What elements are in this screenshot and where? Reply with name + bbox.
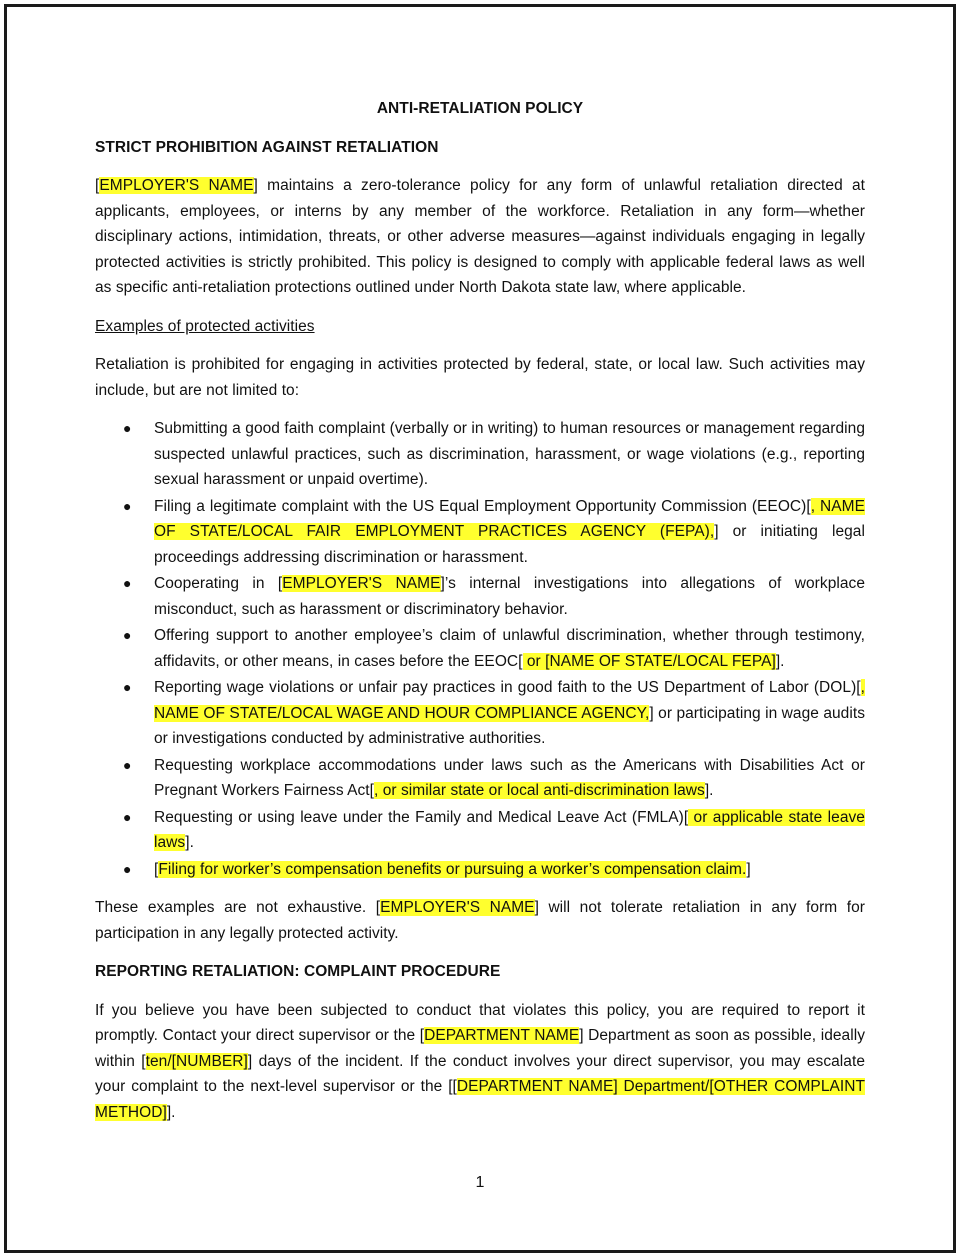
bullet-icon: ●	[123, 497, 132, 514]
reporting-paragraph	[95, 998, 865, 1126]
bullet-icon: ●	[123, 860, 132, 877]
fepa-placeholder: , NAME OF STATE/LOCAL FAIR EMPLOYMENT PRACTICES AGENCY (FEPA),	[154, 497, 865, 540]
list-item-text: ]	[746, 860, 751, 878]
list-item	[95, 416, 865, 493]
protected-activities-list	[95, 416, 865, 882]
employer-name-placeholder: EMPLOYER'S NAME	[380, 899, 535, 916]
employer-name-placeholder: EMPLOYER'S NAME	[99, 177, 254, 194]
list-item-text: ].	[185, 834, 194, 851]
list-item-text: ] or initiating legal proceedings addressing discrimination or harassment.	[154, 523, 865, 566]
workers-comp-placeholder: Filing for worker’s compensation benefits or pursuing a worker’s compensation claim.	[158, 860, 747, 878]
list-item	[95, 623, 865, 674]
reporting-text: If you believe you have been subjected to conduct that violates this policy, you are required to report it promptly. Contact your direct supervisor or the [	[95, 1001, 865, 1044]
closing-text: ] will not tolerate retaliation in any form for participation in any legally protected activity.	[95, 899, 865, 942]
list-item-text: Cooperating in [	[154, 575, 283, 592]
list-item-text: Requesting workplace accommodations under laws such as the Americans with Disabilities Act or Pregnant Workers Fairness Act[	[154, 756, 865, 799]
department-name-placeholder: DEPARTMENT NAME	[424, 1027, 580, 1044]
state-fepa-placeholder: or [NAME OF STATE/LOCAL FEPA]	[522, 652, 776, 670]
page-number: 1	[475, 1174, 485, 1191]
reporting-text: ] Department as soon as possible, ideally within [	[95, 1027, 865, 1070]
closing-paragraph	[95, 895, 865, 946]
list-item-text: Requesting or using leave under the Family and Medical Leave Act (FMLA)[	[154, 808, 689, 826]
bullet-icon: ●	[123, 575, 132, 591]
document-title: ANTI-RETALIATION POLICY	[376, 100, 584, 117]
wage-agency-placeholder: , NAME OF STATE/LOCAL WAGE AND HOUR COMPLIANCE AGENCY,	[154, 679, 865, 722]
examples-subheading: Examples of protected activities	[95, 317, 315, 335]
complaint-method-placeholder: DEPARTMENT NAME] Department/[OTHER COMPLAINT METHOD]	[95, 1078, 865, 1121]
list-item-text: Submitting a good faith complaint (verbally or in writing) to human resources or management regarding suspected unlawful practices, such as discrimination, harassment, or wage violations (e.g., reporting sexual harassment or unpaid overtime).	[154, 420, 865, 488]
list-item	[95, 494, 865, 571]
list-item	[95, 571, 865, 622]
list-item-text: [	[154, 860, 159, 878]
bullet-icon: ●	[123, 679, 132, 695]
list-item-text: ].	[704, 782, 714, 799]
employer-name-placeholder: EMPLOYER'S NAME	[282, 575, 441, 592]
intro-paragraph	[95, 173, 865, 301]
closing-text: These examples are not exhaustive. [	[95, 899, 381, 916]
bullet-icon: ●	[123, 420, 132, 436]
intro-text: ] maintains a zero-tolerance policy for any form of unlawful retaliation directed at applicants, employees, or interns by any member of the workforce. Retaliation in any form—whether disciplinary actions, intimidation, threats, or other adverse measures—against individuals engaging in legally protected activities is strictly prohibited. This policy is designed to comply with applicable federal laws as well as specific anti-retaliation protections outlined under North Dakota state law, where applicable.	[95, 177, 865, 296]
state-laws-placeholder: , or similar state or local anti-discrimination laws	[374, 782, 705, 799]
bullet-icon: ●	[123, 756, 132, 773]
list-item-text: Reporting wage violations or unfair pay practices in good faith to the US Department of Labor (DOL)[	[154, 679, 861, 696]
list-item-text: Filing a legitimate complaint with the US Equal Employment Opportunity Commission (EEOC)[	[154, 497, 811, 515]
list-item-text: ].	[775, 652, 785, 670]
bullet-icon: ●	[123, 627, 132, 643]
reporting-text: ] days of the incident. If the conduct involves your direct supervisor, you may escalate your complaint to the next-level supervisor or the [[	[95, 1052, 865, 1095]
reporting-text: ].	[166, 1103, 176, 1121]
list-item	[95, 753, 865, 804]
section-heading-reporting: REPORTING RETALIATION: COMPLAINT PROCEDURE	[95, 963, 501, 980]
intro-open: [	[95, 177, 100, 194]
days-number-placeholder: ten/[NUMBER]	[145, 1052, 248, 1070]
bullet-icon: ●	[123, 808, 132, 825]
list-item	[95, 805, 865, 856]
examples-intro: Retaliation is prohibited for engaging in activities protected by federal, state, or local law. Such activities may include, but are not limited to:	[95, 356, 865, 399]
list-item-text: Offering support to another employee’s claim of unlawful discrimination, whether through testimony, affidavits, or other means, in cases before the EEOC[	[154, 627, 865, 670]
state-leave-placeholder: or applicable state leave laws	[154, 808, 865, 851]
section-heading-prohibition: STRICT PROHIBITION AGAINST RETALIATION	[95, 138, 439, 156]
document-body	[95, 96, 865, 1138]
list-item-text: ] or participating in wage audits or investigations conducted by administrative authorities.	[154, 704, 865, 747]
list-item	[95, 675, 865, 752]
list-item	[95, 857, 865, 883]
list-item-text: ]’s internal investigations into allegations of workplace misconduct, such as harassment or discriminatory behavior.	[154, 575, 865, 618]
